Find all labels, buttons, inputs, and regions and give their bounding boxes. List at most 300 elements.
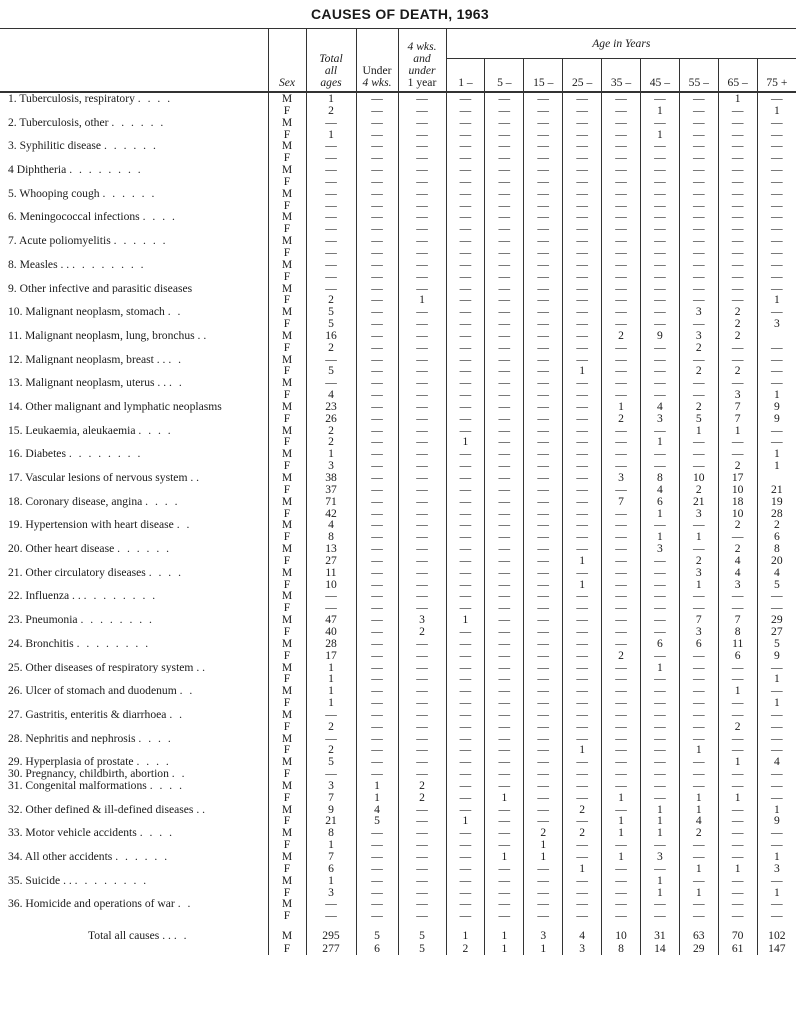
value-cell: — [757, 176, 796, 188]
cause-label: 19. Hypertension with heart disease . . [8, 519, 192, 532]
value-cell: — [718, 709, 757, 721]
cause-label [0, 200, 268, 212]
value-cell: — [446, 898, 485, 910]
value-cell: — [356, 887, 398, 899]
value-cell: 1 [306, 92, 356, 105]
value-cell: — [306, 602, 356, 614]
cause-label: Total all causes . . . . [88, 929, 189, 943]
value-cell: — [640, 839, 679, 851]
sex-cell: F [268, 768, 306, 780]
value-cell: — [563, 875, 602, 887]
value-cell: — [446, 413, 485, 425]
value-cell: — [640, 579, 679, 591]
age-band-header: 15 – [524, 59, 563, 93]
value-cell: — [446, 756, 485, 768]
value-cell: 1 [446, 815, 485, 827]
value-cell: — [757, 247, 796, 259]
value-cell: — [446, 780, 485, 792]
cause-label: 22. Influenza . . . . . . . . . . [8, 590, 158, 603]
value-cell: 9 [757, 401, 796, 413]
value-cell: — [640, 425, 679, 437]
value-cell: — [446, 662, 485, 674]
table-row [0, 768, 796, 780]
value-cell: — [398, 590, 446, 602]
value-cell: — [356, 898, 398, 910]
sex-cell: F [268, 247, 306, 259]
sex-cell: F [268, 176, 306, 188]
value-cell: — [356, 543, 398, 555]
value-cell: 2 [757, 519, 796, 531]
value-cell: 17 [306, 650, 356, 662]
value-cell: 29 [679, 942, 718, 955]
four-weeks-to-1-year-header: 4 wks. and under 1 year [398, 29, 446, 93]
sex-cell: M [268, 377, 306, 389]
value-cell: — [356, 614, 398, 626]
value-cell: — [524, 673, 563, 685]
value-cell: — [485, 519, 524, 531]
value-cell: 3 [640, 543, 679, 555]
value-cell: 2 [718, 543, 757, 555]
value-cell: — [679, 780, 718, 792]
value-cell: — [485, 910, 524, 922]
value-cell: 3 [757, 318, 796, 330]
value-cell: — [485, 318, 524, 330]
value-cell: 6 [718, 650, 757, 662]
value-cell: — [398, 176, 446, 188]
value-cell: — [679, 851, 718, 863]
table-row [0, 780, 796, 792]
value-cell: — [446, 152, 485, 164]
value-cell: — [398, 105, 446, 117]
value-cell: — [757, 342, 796, 354]
value-cell: 1 [757, 851, 796, 863]
table-row [0, 152, 796, 164]
value-cell: — [398, 365, 446, 377]
value-cell: — [757, 733, 796, 745]
value-cell: — [640, 223, 679, 235]
value-cell: — [640, 614, 679, 626]
table-row [0, 413, 796, 425]
value-cell: — [356, 129, 398, 141]
value-cell: — [356, 294, 398, 306]
sex-cell: M [268, 164, 306, 176]
value-cell: — [640, 306, 679, 318]
value-cell: — [640, 780, 679, 792]
value-cell: — [640, 697, 679, 709]
value-cell: 31 [640, 929, 679, 942]
value-cell: 3 [306, 780, 356, 792]
cause-label: 21. Other circulatory diseases . . . . [8, 566, 183, 579]
value-cell: — [524, 792, 563, 804]
sex-cell: F [268, 484, 306, 496]
value-cell: — [398, 887, 446, 899]
value-cell: — [757, 211, 796, 223]
value-cell: — [524, 200, 563, 212]
value-cell: — [356, 365, 398, 377]
sex-cell: M [268, 448, 306, 460]
value-cell: — [485, 567, 524, 579]
value-cell: 8 [757, 543, 796, 555]
value-cell: — [563, 839, 602, 851]
value-cell: — [485, 117, 524, 129]
value-cell: 3 [398, 614, 446, 626]
value-cell: — [602, 898, 641, 910]
table-row [0, 543, 796, 555]
total-header: Total all ages [306, 29, 356, 93]
value-cell: — [306, 733, 356, 745]
sex-cell: M [268, 306, 306, 318]
value-cell: — [563, 436, 602, 448]
value-cell: — [446, 685, 485, 697]
value-cell: — [524, 105, 563, 117]
value-cell: 21 [679, 496, 718, 508]
sex-cell: F [268, 910, 306, 922]
value-cell: — [679, 839, 718, 851]
value-cell: — [757, 259, 796, 271]
value-cell: — [679, 721, 718, 733]
value-cell: — [446, 271, 485, 283]
value-cell: 2 [679, 342, 718, 354]
value-cell: — [485, 413, 524, 425]
value-cell: — [524, 804, 563, 816]
table-row [0, 508, 796, 520]
value-cell: — [398, 401, 446, 413]
value-cell: — [563, 342, 602, 354]
value-cell: — [398, 567, 446, 579]
value-cell: — [602, 733, 641, 745]
value-cell: 14 [640, 942, 679, 955]
value-cell: 1 [679, 744, 718, 756]
value-cell: — [524, 401, 563, 413]
value-cell: — [446, 638, 485, 650]
table-row [0, 117, 796, 129]
value-cell: — [398, 377, 446, 389]
value-cell: — [757, 827, 796, 839]
value-cell: — [757, 875, 796, 887]
value-cell: — [563, 105, 602, 117]
value-cell: — [718, 105, 757, 117]
value-cell: — [602, 804, 641, 816]
value-cell: — [679, 294, 718, 306]
value-cell: — [485, 744, 524, 756]
cause-label: 11. Malignant neoplasm, lung, bronchus . . [8, 329, 207, 342]
value-cell: — [398, 697, 446, 709]
sex-cell: F [268, 105, 306, 117]
value-cell: 11 [718, 638, 757, 650]
value-cell: 40 [306, 626, 356, 638]
value-cell: — [356, 555, 398, 567]
value-cell: — [356, 92, 398, 105]
value-cell: 1 [679, 887, 718, 899]
value-cell: — [485, 614, 524, 626]
value-cell: — [602, 519, 641, 531]
table-row [0, 472, 796, 484]
table-row [0, 673, 796, 685]
value-cell: 10 [718, 508, 757, 520]
value-cell: — [398, 733, 446, 745]
value-cell: 28 [306, 638, 356, 650]
value-cell: — [718, 164, 757, 176]
value-cell: — [485, 709, 524, 721]
table-row [0, 662, 796, 674]
value-cell: — [356, 768, 398, 780]
value-cell: — [718, 815, 757, 827]
value-cell: 9 [757, 815, 796, 827]
value-cell: — [398, 662, 446, 674]
value-cell: — [446, 472, 485, 484]
value-cell: 21 [757, 484, 796, 496]
value-cell: 3 [679, 567, 718, 579]
value-cell: — [398, 330, 446, 342]
table-row [0, 863, 796, 875]
table-row [0, 579, 796, 591]
cause-label [0, 942, 268, 955]
sex-cell: M [268, 827, 306, 839]
value-cell: — [524, 484, 563, 496]
value-cell: — [356, 413, 398, 425]
value-cell: — [757, 306, 796, 318]
age-band-header: 55 – [679, 59, 718, 93]
value-cell: — [524, 602, 563, 614]
cause-label: 13. Malignant neoplasm, uterus . . . . [8, 377, 184, 390]
value-cell: — [640, 555, 679, 567]
value-cell: — [446, 626, 485, 638]
value-cell: 1 [640, 662, 679, 674]
table-row [0, 294, 796, 306]
value-cell: — [524, 898, 563, 910]
value-cell: — [356, 567, 398, 579]
value-cell: 3 [306, 887, 356, 899]
value-cell: — [398, 744, 446, 756]
table-row [0, 283, 796, 295]
value-cell: 1 [602, 851, 641, 863]
value-cell: — [356, 140, 398, 152]
sex-cell: F [268, 389, 306, 401]
value-cell: — [563, 200, 602, 212]
cause-label [0, 792, 268, 804]
table-row [0, 200, 796, 212]
value-cell: — [356, 354, 398, 366]
value-cell: — [356, 851, 398, 863]
value-cell: — [640, 211, 679, 223]
value-cell: 2 [718, 330, 757, 342]
value-cell: — [356, 200, 398, 212]
value-cell: 1 [356, 780, 398, 792]
value-cell: — [485, 555, 524, 567]
value-cell: — [524, 685, 563, 697]
value-cell: — [446, 484, 485, 496]
value-cell: 1 [718, 685, 757, 697]
value-cell: — [398, 898, 446, 910]
value-cell: — [356, 330, 398, 342]
value-cell: — [485, 401, 524, 413]
value-cell: 2 [563, 827, 602, 839]
value-cell: — [718, 377, 757, 389]
value-cell: — [398, 709, 446, 721]
value-cell: — [718, 768, 757, 780]
value-cell: — [306, 354, 356, 366]
cause-label [0, 579, 268, 591]
value-cell: 2 [306, 105, 356, 117]
value-cell: — [679, 756, 718, 768]
value-cell: — [398, 425, 446, 437]
value-cell: — [602, 306, 641, 318]
value-cell: 1 [757, 673, 796, 685]
value-cell: — [398, 650, 446, 662]
sex-cell: M [268, 851, 306, 863]
value-cell: 3 [679, 508, 718, 520]
value-cell: — [602, 425, 641, 437]
value-cell: — [563, 92, 602, 105]
value-cell: — [446, 804, 485, 816]
cause-label [0, 863, 268, 875]
value-cell: — [398, 827, 446, 839]
value-cell: — [446, 211, 485, 223]
value-cell: 4 [757, 567, 796, 579]
sex-cell: M [268, 685, 306, 697]
value-cell: — [524, 176, 563, 188]
value-cell: — [398, 484, 446, 496]
value-cell: 1 [485, 851, 524, 863]
value-cell: — [640, 460, 679, 472]
value-cell: 7 [718, 614, 757, 626]
value-cell: 71 [306, 496, 356, 508]
value-cell: — [485, 602, 524, 614]
value-cell: — [356, 247, 398, 259]
value-cell: — [563, 815, 602, 827]
age-band-header: 35 – [602, 59, 641, 93]
value-cell: — [563, 602, 602, 614]
sex-cell: F [268, 318, 306, 330]
cause-label: 15. Leukaemia, aleukaemia . . . . [8, 424, 173, 437]
value-cell: — [485, 780, 524, 792]
cause-label: 9. Other infective and parasitic diseases [8, 282, 193, 295]
value-cell: — [398, 188, 446, 200]
value-cell: 1 [306, 839, 356, 851]
value-cell: — [306, 200, 356, 212]
table-row [0, 377, 796, 389]
value-cell: — [398, 140, 446, 152]
value-cell: — [563, 756, 602, 768]
value-cell: — [446, 555, 485, 567]
value-cell: — [640, 898, 679, 910]
value-cell: — [485, 733, 524, 745]
sex-cell: F [268, 152, 306, 164]
value-cell: — [524, 294, 563, 306]
value-cell: 17 [718, 472, 757, 484]
value-cell: — [356, 626, 398, 638]
table-row [0, 650, 796, 662]
value-cell: 2 [446, 942, 485, 955]
value-cell: — [356, 448, 398, 460]
sex-cell: F [268, 365, 306, 377]
value-cell: 2 [679, 555, 718, 567]
value-cell: — [563, 721, 602, 733]
value-cell: — [485, 756, 524, 768]
value-cell: — [602, 365, 641, 377]
table-row [0, 140, 796, 152]
value-cell: — [602, 294, 641, 306]
value-cell: — [718, 602, 757, 614]
value-cell: 10 [602, 929, 641, 942]
value-cell: — [640, 733, 679, 745]
value-cell: 277 [306, 942, 356, 955]
cause-label: 8. Measles . . . . . . . . . . [8, 258, 146, 271]
table-row [0, 259, 796, 271]
value-cell: — [446, 105, 485, 117]
value-cell: — [485, 638, 524, 650]
value-cell: — [446, 354, 485, 366]
value-cell: 9 [757, 650, 796, 662]
value-cell: — [602, 567, 641, 579]
table-row [0, 875, 796, 887]
value-cell: — [718, 342, 757, 354]
value-cell: — [602, 555, 641, 567]
value-cell: — [524, 887, 563, 899]
value-cell: — [563, 129, 602, 141]
cause-label: 32. Other defined & ill-defined diseases . . [8, 803, 206, 816]
value-cell: 8 [640, 472, 679, 484]
value-cell: 3 [679, 306, 718, 318]
value-cell: 1 [306, 697, 356, 709]
table-row [0, 365, 796, 377]
value-cell: — [446, 283, 485, 295]
value-cell: — [485, 804, 524, 816]
value-cell: — [446, 200, 485, 212]
value-cell: — [563, 223, 602, 235]
value-cell: — [306, 590, 356, 602]
table-row [0, 436, 796, 448]
cause-label: 4 Diphtheria . . . . . . . . [8, 164, 143, 176]
value-cell: — [398, 436, 446, 448]
value-cell: — [485, 721, 524, 733]
value-cell: 1 [679, 804, 718, 816]
value-cell: 5 [757, 579, 796, 591]
value-cell: 10 [679, 472, 718, 484]
value-cell: — [485, 92, 524, 105]
value-cell: — [398, 555, 446, 567]
cause-label: 17. Vascular lesions of nervous system . . [8, 472, 200, 484]
cause-label: 7. Acute poliomyelitis . . . . . . [8, 235, 168, 247]
value-cell: — [398, 223, 446, 235]
sex-cell: M [268, 709, 306, 721]
value-cell: — [446, 768, 485, 780]
value-cell: 9 [640, 330, 679, 342]
value-cell: — [679, 235, 718, 247]
value-cell: — [524, 768, 563, 780]
sex-cell: F [268, 223, 306, 235]
value-cell: — [602, 200, 641, 212]
under-4-weeks-header: Under 4 wks. [356, 29, 398, 93]
value-cell: — [446, 306, 485, 318]
value-cell: — [563, 330, 602, 342]
value-cell: — [356, 259, 398, 271]
table-row [0, 756, 796, 768]
value-cell: — [563, 780, 602, 792]
value-cell: 10 [306, 579, 356, 591]
value-cell: — [356, 211, 398, 223]
sex-cell: M [268, 662, 306, 674]
value-cell: 1 [446, 614, 485, 626]
value-cell: 1 [679, 531, 718, 543]
age-band-header: 25 – [563, 59, 602, 93]
value-cell: — [563, 614, 602, 626]
sex-cell: F [268, 460, 306, 472]
value-cell: — [679, 105, 718, 117]
value-cell: — [446, 519, 485, 531]
value-cell: — [679, 200, 718, 212]
value-cell: 3 [718, 389, 757, 401]
